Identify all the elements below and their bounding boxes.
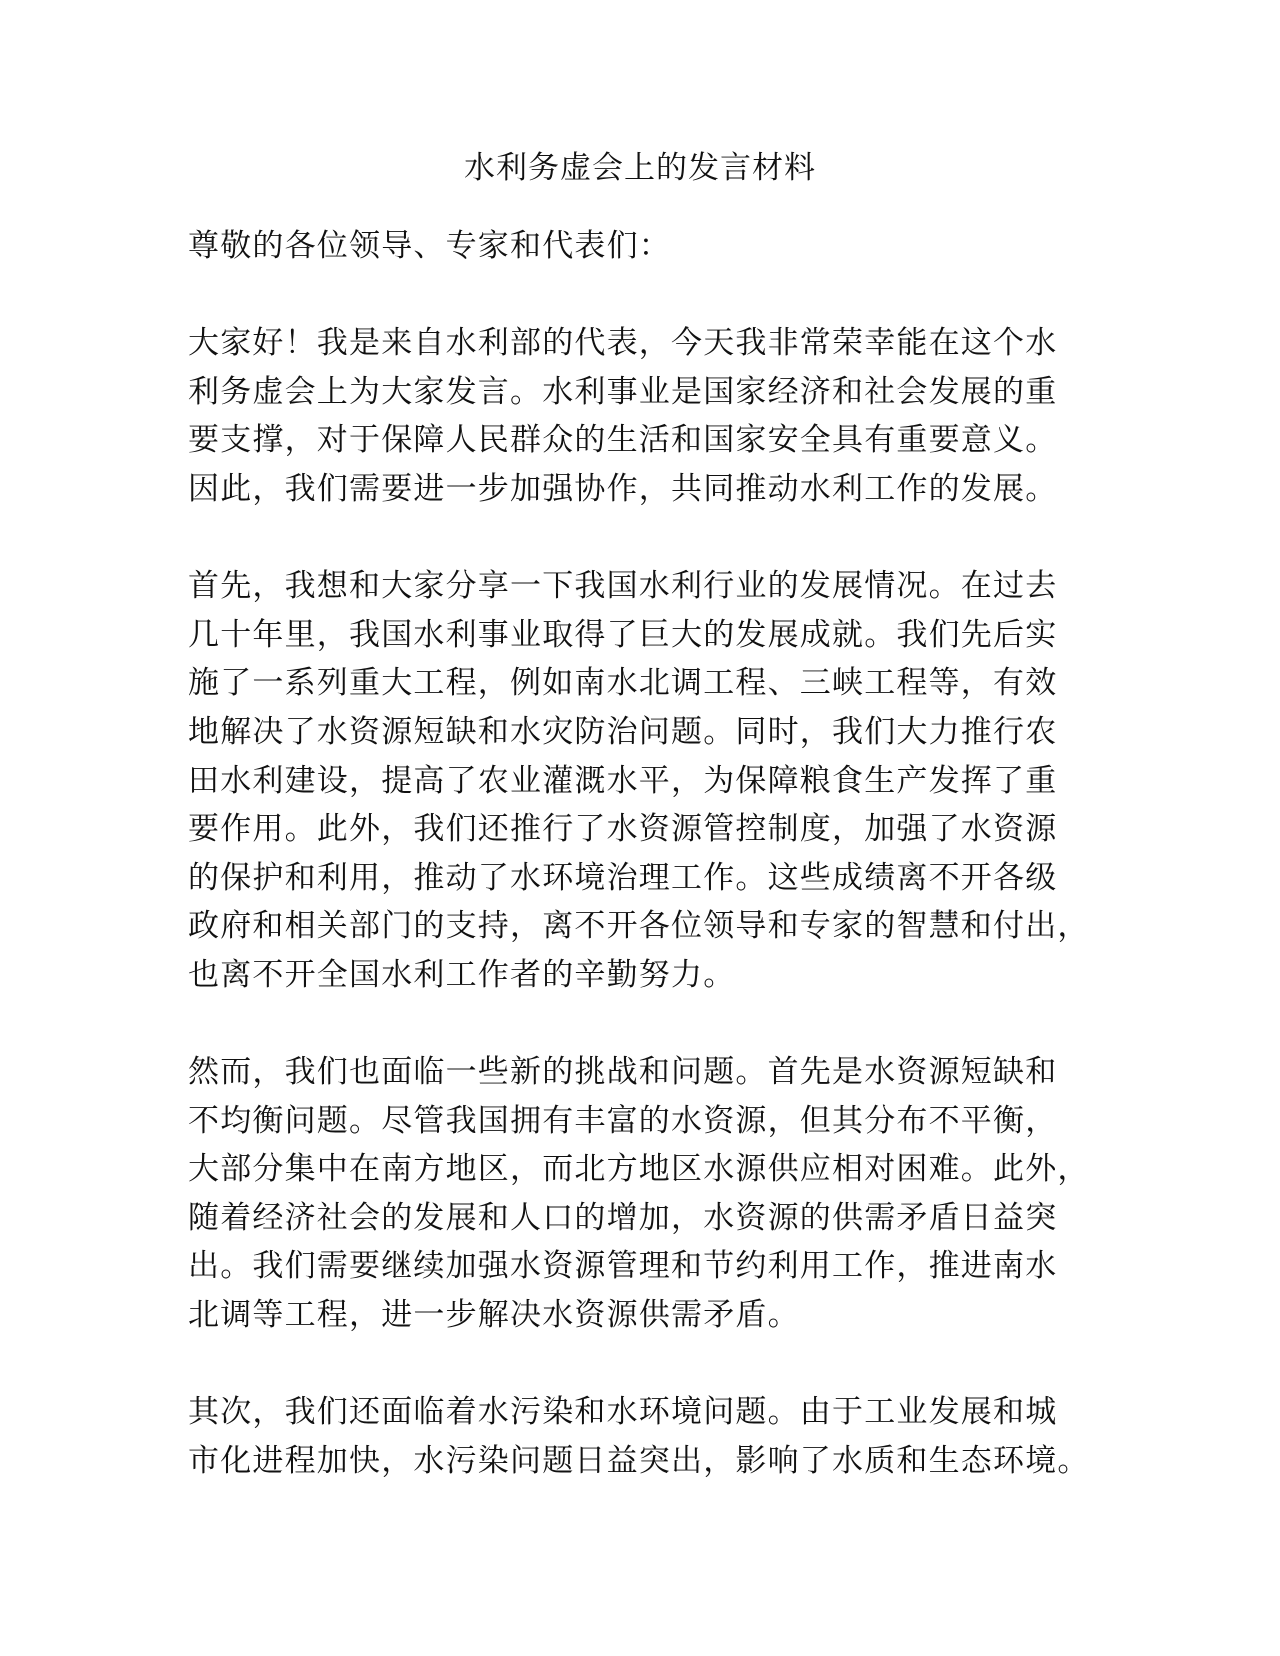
text-line: 的保护和利用，推动了水环境治理工作。这些成绩离不开各级 xyxy=(188,859,1058,896)
text-line: 要作用。此外，我们还推行了水资源管控制度，加强了水资源 xyxy=(188,811,1058,848)
text-line: 然而，我们也面临一些新的挑战和问题。首先是水资源短缺和 xyxy=(188,1054,1058,1091)
text-line: 出。我们需要继续加强水资源管理和节约利用工作，推进南水 xyxy=(188,1248,1058,1285)
paragraph-gap xyxy=(188,271,1088,320)
text-line: 也离不开全国水利工作者的辛勤努力。 xyxy=(188,956,736,993)
text-line: 要支撑，对于保障人民群众的生活和国家安全具有重要意义。 xyxy=(188,422,1058,459)
text-line: 北调等工程，进一步解决水资源供需矛盾。 xyxy=(188,1297,800,1334)
text-line: 政府和相关部门的支持，离不开各位领导和专家的智慧和付出， xyxy=(188,908,1090,945)
text-line: 其次，我们还面临着水污染和水环境问题。由于工业发展和城 xyxy=(188,1394,1058,1431)
document-title: 水利务虚会上的发言材料 xyxy=(464,150,816,186)
pollution-paragraph xyxy=(188,1388,1088,1485)
text-line: 不均衡问题。尽管我国拥有丰富的水资源，但其分布不平衡， xyxy=(188,1102,1058,1139)
text-line: 施了一系列重大工程，例如南水北调工程、三峡工程等，有效 xyxy=(188,665,1058,702)
text-line: 随着经济社会的发展和人口的增加，水资源的供需矛盾日益突 xyxy=(188,1199,1058,1236)
text-line: 首先，我想和大家分享一下我国水利行业的发展情况。在过去 xyxy=(188,568,1058,605)
challenges-paragraph xyxy=(188,1048,1088,1340)
text-line: 利务虚会上为大家发言。水利事业是国家经济和社会发展的重 xyxy=(188,373,1058,410)
greeting-paragraph xyxy=(188,222,1088,271)
paragraph-gap xyxy=(188,1000,1088,1049)
text-line: 因此，我们需要进一步加强协作，共同推动水利工作的发展。 xyxy=(188,470,1058,507)
text-line: 市化进程加快，水污染问题日益突出，影响了水质和生态环境。 xyxy=(188,1442,1090,1479)
paragraph-gap xyxy=(188,514,1088,563)
paragraph-gap xyxy=(188,1340,1088,1389)
text-line: 大家好！我是来自水利部的代表，今天我非常荣幸能在这个水 xyxy=(188,325,1058,362)
text-line: 大部分集中在南方地区，而北方地区水源供应相对困难。此外， xyxy=(188,1151,1090,1188)
text-line: 几十年里，我国水利事业取得了巨大的发展成就。我们先后实 xyxy=(188,616,1058,653)
text-line: 田水利建设，提高了农业灌溉水平，为保障粮食生产发挥了重 xyxy=(188,762,1058,799)
development-paragraph xyxy=(188,562,1088,999)
text-line: 地解决了水资源短缺和水灾防治问题。同时，我们大力推行农 xyxy=(188,713,1058,750)
intro-paragraph xyxy=(188,319,1088,513)
document-body xyxy=(188,222,1088,1485)
text-line: 尊敬的各位领导、专家和代表们： xyxy=(188,228,671,264)
